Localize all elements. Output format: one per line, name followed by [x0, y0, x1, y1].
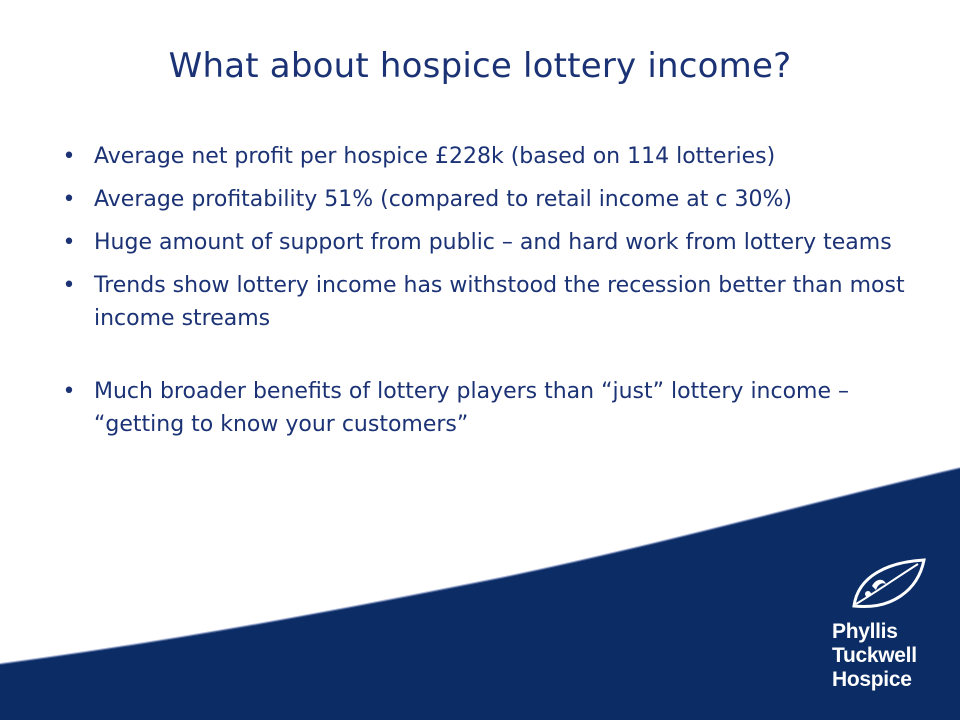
logo-line: Tuckwell: [832, 644, 917, 667]
bullet-marker: •: [62, 144, 76, 169]
bullet-text: Average net profit per hospice £228k (based on 114 lotteries): [94, 144, 776, 169]
bullet-item: [62, 269, 942, 335]
logo-line: Hospice: [832, 668, 912, 691]
bullet-text: Huge amount of support from public – and hard work from lottery teams: [94, 230, 892, 255]
bullet-item: [62, 375, 942, 441]
bullet-list: [62, 140, 942, 451]
leaf-dove-logo-icon: [848, 556, 928, 616]
wave-band: [0, 468, 960, 720]
slide-title: What about hospice lottery income?: [168, 46, 792, 86]
bullet-text: Much broader benefits of lottery players than “just” lottery income – “getting to know your customers”: [94, 379, 850, 437]
bullet-item: [62, 140, 942, 173]
hospice-logo: [828, 556, 938, 706]
bullet-marker: •: [62, 187, 76, 212]
bullet-item: [62, 226, 942, 259]
bullet-text: Average profitability 51% (compared to retail income at c 30%): [94, 187, 792, 212]
logo-line: Phyllis: [832, 620, 898, 643]
bullet-marker: •: [62, 273, 76, 298]
logo-wordmark: [832, 620, 942, 692]
bullet-item: [62, 183, 942, 216]
bullet-marker: •: [62, 230, 76, 255]
bullet-marker: •: [62, 379, 76, 404]
bullet-text: Trends show lottery income has withstood the recession better than most income streams: [94, 273, 905, 331]
